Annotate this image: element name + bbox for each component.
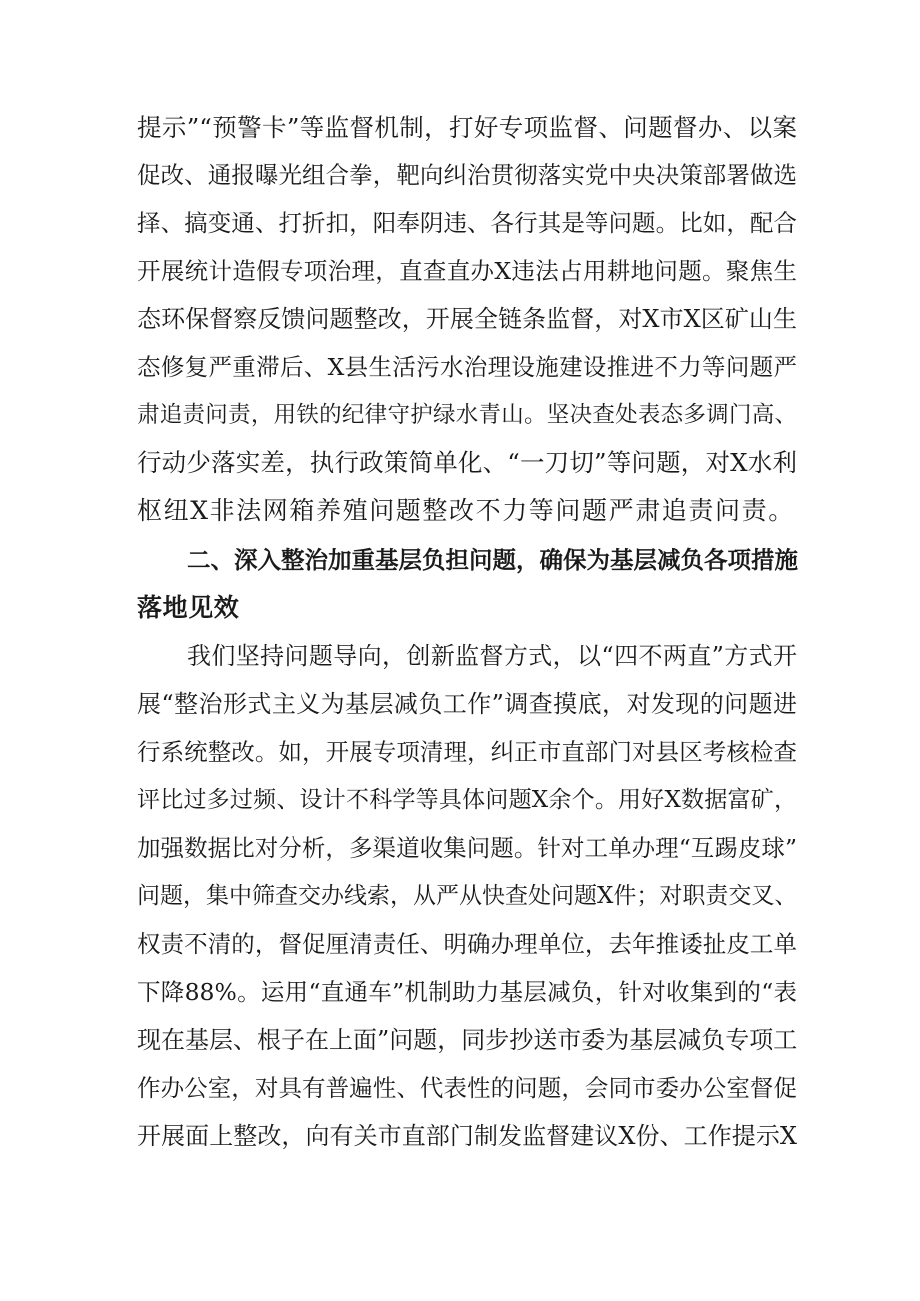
para1-line-3: 择、搞变通、打折扣，阳奉阴违、各行其是等问题。比如，配合 bbox=[137, 209, 797, 237]
para2-line-2: 展“整治形式主义为基层减负工作”调查摸底，对发现的问题进 bbox=[137, 690, 797, 718]
para2-line-9: 现在基层、根子在上面”问题，同步抄送市委为基层减负专项工 bbox=[137, 1026, 798, 1054]
para2-line-6: 问题，集中筛查交办线索，从严从快查处问题X件；对职责交叉、 bbox=[137, 883, 798, 909]
para1-line-7: 肃追责问责，用铁的纪律守护绿水青山。坚决查处表态多调门高、 bbox=[137, 402, 797, 428]
para1-line-2: 促改、通报曝光组合拳，靶向纠治贯彻落实党中央决策部署做选 bbox=[137, 161, 797, 189]
para2-line-8: 下降88%。运用“直通车”机制助力基层减负，针对收集到的“表 bbox=[137, 978, 797, 1006]
para2-line-3: 行系统整改。如，开展专项清理，纠正市直部门对县区考核检查 bbox=[137, 738, 797, 766]
para2-line-4: 评比过多过频、设计不科学等具体问题X余个。用好X数据富矿， bbox=[137, 787, 797, 813]
section-heading-line-2: 落地见效 bbox=[137, 593, 240, 622]
para1-line-1: 提示”“预警卡”等监督机制，打好专项监督、问题督办、以案 bbox=[137, 113, 797, 142]
para1-line-6: 态修复严重滞后、X县生活污水治理设施建设推进不力等问题严 bbox=[137, 353, 797, 381]
para2-line-1: 我们坚持问题导向，创新监督方式，以“四不两直”方式开 bbox=[187, 642, 797, 670]
para1-line-9: 枢纽X非法网箱养殖问题整改不力等问题严肃追责问责。 bbox=[137, 496, 795, 525]
section-heading-line-1: 二、深入整治加重基层负担问题，确保为基层减负各项措施 bbox=[187, 546, 798, 574]
para1-line-4: 开展统计造假专项治理，直查直办X违法占用耕地问题。聚焦生 bbox=[137, 257, 797, 285]
para2-line-5: 加强数据比对分析，多渠道收集问题。针对工单办理“互踢皮球” bbox=[137, 834, 797, 862]
para2-line-11: 开展面上整改，向有关市直部门制发监督建议X份、工作提示X bbox=[137, 1122, 797, 1150]
para2-line-7: 权责不清的，督促厘清责任、明确办理单位，去年推诿扯皮工单 bbox=[137, 930, 797, 958]
para1-line-8: 行动少落实差，执行政策简单化、“一刀切”等问题，对X水利 bbox=[137, 448, 797, 477]
para1-line-5: 态环保督察反馈问题整改，开展全链条监督，对X市X区矿山生 bbox=[137, 305, 797, 333]
para2-line-10: 作办公室，对具有普遍性、代表性的问题，会同市委办公室督促 bbox=[137, 1074, 797, 1102]
